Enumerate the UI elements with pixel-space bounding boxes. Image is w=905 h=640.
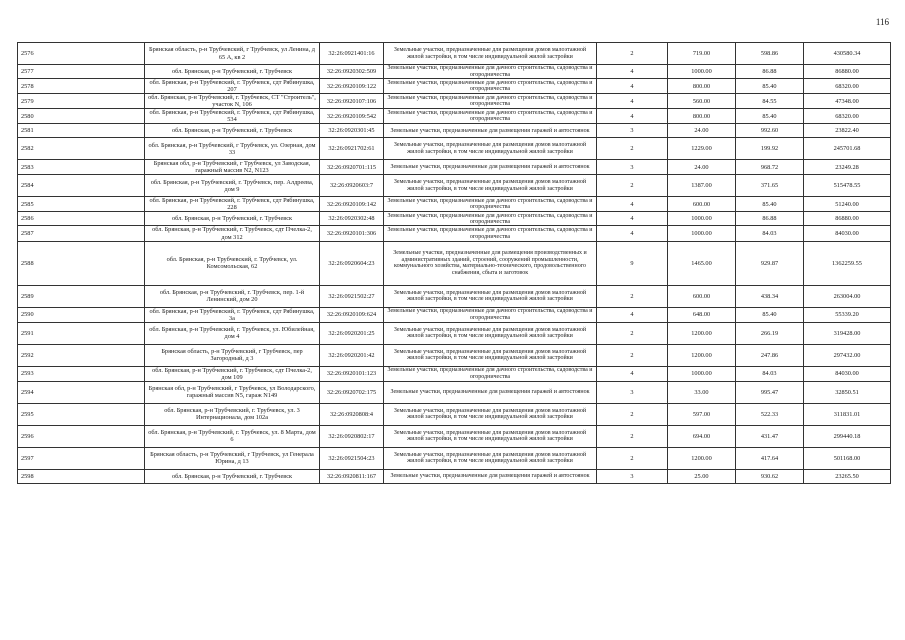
group-cell: 2 bbox=[597, 43, 668, 65]
land-use-cell: Земельные участки, предназначенные для дачного строительства, садоводства и огородничества bbox=[384, 109, 597, 124]
table-row bbox=[18, 469, 891, 483]
table-row bbox=[18, 403, 891, 425]
row-number-cell: 2592 bbox=[18, 344, 145, 366]
cadastral-value-cell: 55339.20 bbox=[804, 307, 891, 322]
table-row bbox=[18, 109, 891, 124]
unit-value-cell: 992.60 bbox=[736, 124, 804, 138]
cadastral-value-cell: 68320.00 bbox=[804, 109, 891, 124]
unit-value-cell: 930.62 bbox=[736, 469, 804, 483]
land-use-cell: Земельные участки, предназначенные для размещения гаражей и автостоянок bbox=[384, 160, 597, 175]
address-cell: обл. Брянская, р-н Трубчевский, г. Трубчевск bbox=[145, 212, 320, 226]
address-cell: обл. Брянская, р-н Трубчевский, г. Трубчевск bbox=[145, 469, 320, 483]
cadastral-value-cell: 47348.00 bbox=[804, 94, 891, 109]
address-cell: обл. Брянская, р-н Трубчевский, г. Трубчевск, ул. 8 Марта, дом 6 bbox=[145, 425, 320, 447]
unit-value-cell: 86.88 bbox=[736, 212, 804, 226]
table-row bbox=[18, 138, 891, 160]
area-cell: 800.00 bbox=[668, 109, 736, 124]
group-cell: 2 bbox=[597, 285, 668, 307]
table-row bbox=[18, 241, 891, 285]
area-cell: 1000.00 bbox=[668, 212, 736, 226]
unit-value-cell: 929.87 bbox=[736, 241, 804, 285]
row-number-cell: 2584 bbox=[18, 175, 145, 197]
land-use-cell: Земельные участки, предназначенные для дачного строительства, садоводства и огородничества bbox=[384, 94, 597, 109]
unit-value-cell: 371.65 bbox=[736, 175, 804, 197]
area-cell: 1229.00 bbox=[668, 138, 736, 160]
land-use-cell: Земельные участки, предназначенные для размещения гаражей и автостоянок bbox=[384, 381, 597, 403]
address-cell: обл. Брянская, р-н Трубчевский, г. Трубчевск, пер. Алдреева, дом 9 bbox=[145, 175, 320, 197]
group-cell: 3 bbox=[597, 381, 668, 403]
address-cell: обл. Брянская, р-н Трубчевский, г. Трубчевск, сдт Пчелка-2, дом 109 bbox=[145, 366, 320, 381]
group-cell: 2 bbox=[597, 138, 668, 160]
cadastral-number-cell: 32:26:0920101:306 bbox=[320, 226, 384, 241]
cadastral-number-cell: 32:26:0920201:42 bbox=[320, 344, 384, 366]
area-cell: 719.00 bbox=[668, 43, 736, 65]
cadastral-value-cell: 23249.28 bbox=[804, 160, 891, 175]
group-cell: 2 bbox=[597, 322, 668, 344]
table-row bbox=[18, 307, 891, 322]
unit-value-cell: 85.40 bbox=[736, 307, 804, 322]
cadastral-value-cell: 311831.01 bbox=[804, 403, 891, 425]
cadastral-value-cell: 515478.55 bbox=[804, 175, 891, 197]
land-use-cell: Земельные участки, предназначенные для размещения домов малоэтажной жилой застройки, в том числе индивидуальной жилой застройки bbox=[384, 425, 597, 447]
page-number: 116 bbox=[875, 17, 889, 27]
group-cell: 2 bbox=[597, 447, 668, 469]
row-number-cell: 2579 bbox=[18, 94, 145, 109]
land-use-cell: Земельные участки, предназначенные для размещения домов малоэтажной жилой застройки, в том числе индивидуальной жилой застройки bbox=[384, 43, 597, 65]
address-cell: Брянская обл, р-н Трубчевский, г Трубчевск, ул Заводская, гаражный массив N2, N123 bbox=[145, 160, 320, 175]
cadastral-number-cell: 32:26:0920302:509 bbox=[320, 65, 384, 79]
row-number-cell: 2583 bbox=[18, 160, 145, 175]
land-use-cell: Земельные участки, предназначенные для дачного строительства, садоводства и огородничества bbox=[384, 65, 597, 79]
address-cell: Брянская область, р-н Трубчевский, г Трубчевск, ул Ленина, д 65 А, кв 2 bbox=[145, 43, 320, 65]
row-number-cell: 2595 bbox=[18, 403, 145, 425]
group-cell: 4 bbox=[597, 307, 668, 322]
area-cell: 1387.00 bbox=[668, 175, 736, 197]
cadastral-number-cell: 32:26:0920702:175 bbox=[320, 381, 384, 403]
cadastral-number-cell: 32:26:0920811:167 bbox=[320, 469, 384, 483]
unit-value-cell: 266.19 bbox=[736, 322, 804, 344]
address-cell: обл. Брянская, р-н Трубчевский, г. Трубчевск, сдт Рябинушка, 207 bbox=[145, 79, 320, 94]
address-cell: обл. Брянская, р-н Трубчевский, г. Трубчевск, сдт Рябинушка, 534 bbox=[145, 109, 320, 124]
cadastral-number-cell: 32:26:0920109:624 bbox=[320, 307, 384, 322]
cadastral-value-cell: 68320.00 bbox=[804, 79, 891, 94]
cadastral-value-cell: 245701.68 bbox=[804, 138, 891, 160]
row-number-cell: 2597 bbox=[18, 447, 145, 469]
cadastral-value-cell: 51240.00 bbox=[804, 197, 891, 212]
land-use-cell: Земельные участки, предназначенные для размещения домов малоэтажной жилой застройки, в том числе индивидуальной жилой застройки bbox=[384, 447, 597, 469]
cadastral-value-cell: 86880.00 bbox=[804, 212, 891, 226]
cadastral-number-cell: 32:26:0921502:27 bbox=[320, 285, 384, 307]
cadastral-value-cell: 501168.00 bbox=[804, 447, 891, 469]
cadastral-value-cell: 23822.40 bbox=[804, 124, 891, 138]
group-cell: 4 bbox=[597, 212, 668, 226]
cadastral-value-cell: 263004.00 bbox=[804, 285, 891, 307]
cadastral-number-cell: 32:26:0920701:115 bbox=[320, 160, 384, 175]
cadastral-number-cell: 32:26:0921702:61 bbox=[320, 138, 384, 160]
land-use-cell: Земельные участки, предназначенные для размещения домов малоэтажной жилой застройки, в том числе индивидуальной жилой застройки bbox=[384, 322, 597, 344]
land-use-cell: Земельные участки, предназначенные для дачного строительства, садоводства и огородничества bbox=[384, 79, 597, 94]
table-row bbox=[18, 65, 891, 79]
group-cell: 2 bbox=[597, 175, 668, 197]
row-number-cell: 2596 bbox=[18, 425, 145, 447]
group-cell: 4 bbox=[597, 79, 668, 94]
cadastral-number-cell: 32:26:0920302:48 bbox=[320, 212, 384, 226]
row-number-cell: 2587 bbox=[18, 226, 145, 241]
unit-value-cell: 199.92 bbox=[736, 138, 804, 160]
row-number-cell: 2581 bbox=[18, 124, 145, 138]
address-cell: обл. Брянская, р-н Трубчевский, г. Трубчевск, сдт Рябинушка, 228 bbox=[145, 197, 320, 212]
land-use-cell: Земельные участки, предназначенные для размещения производственных и административных зданий, строений, сооружений промышленности, коммунального хозяйства, материально-технического, продовольственного снабжения, сбыта и заготовок bbox=[384, 241, 597, 285]
table-row bbox=[18, 124, 891, 138]
address-cell: обл. Брянская, р-н Трубчевский, г. Трубчевск, ул. 3 Интернационала, дом 102а bbox=[145, 403, 320, 425]
unit-value-cell: 522.33 bbox=[736, 403, 804, 425]
land-cadastral-table bbox=[17, 42, 891, 484]
land-use-cell: Земельные участки, предназначенные для размещения домов малоэтажной жилой застройки, в том числе индивидуальной жилой застройки bbox=[384, 175, 597, 197]
unit-value-cell: 247.86 bbox=[736, 344, 804, 366]
land-use-cell: Земельные участки, предназначенные для размещения домов малоэтажной жилой застройки, в том числе индивидуальной жилой застройки bbox=[384, 403, 597, 425]
cadastral-value-cell: 84030.00 bbox=[804, 226, 891, 241]
unit-value-cell: 85.40 bbox=[736, 79, 804, 94]
group-cell: 4 bbox=[597, 109, 668, 124]
row-number-cell: 2590 bbox=[18, 307, 145, 322]
unit-value-cell: 84.55 bbox=[736, 94, 804, 109]
table-row bbox=[18, 447, 891, 469]
row-number-cell: 2582 bbox=[18, 138, 145, 160]
cadastral-number-cell: 32:26:0920802:17 bbox=[320, 425, 384, 447]
row-number-cell: 2588 bbox=[18, 241, 145, 285]
area-cell: 33.00 bbox=[668, 381, 736, 403]
table-row bbox=[18, 197, 891, 212]
group-cell: 2 bbox=[597, 403, 668, 425]
area-cell: 1200.00 bbox=[668, 344, 736, 366]
area-cell: 648.00 bbox=[668, 307, 736, 322]
unit-value-cell: 84.03 bbox=[736, 366, 804, 381]
row-number-cell: 2580 bbox=[18, 109, 145, 124]
cadastral-value-cell: 319428.00 bbox=[804, 322, 891, 344]
address-cell: обл. Брянская, р-н Трубчевский, г. Трубчевск, сдт Пчелка-2, дом 312 bbox=[145, 226, 320, 241]
row-number-cell: 2576 bbox=[18, 43, 145, 65]
cadastral-number-cell: 32:26:0920109:542 bbox=[320, 109, 384, 124]
land-use-cell: Земельные участки, предназначенные для размещения гаражей и автостоянок bbox=[384, 469, 597, 483]
unit-value-cell: 431.47 bbox=[736, 425, 804, 447]
table-row bbox=[18, 322, 891, 344]
area-cell: 600.00 bbox=[668, 197, 736, 212]
unit-value-cell: 84.03 bbox=[736, 226, 804, 241]
address-cell: обл. Брянская, р-н Трубчевский, г. Трубчевск, СТ "Строитель", участок N, 106 bbox=[145, 94, 320, 109]
group-cell: 4 bbox=[597, 197, 668, 212]
area-cell: 694.00 bbox=[668, 425, 736, 447]
cadastral-value-cell: 84030.00 bbox=[804, 366, 891, 381]
land-use-cell: Земельные участки, предназначенные для размещения домов малоэтажной жилой застройки, в том числе индивидуальной жилой застройки bbox=[384, 285, 597, 307]
land-use-cell: Земельные участки, предназначенные для дачного строительства, садоводства и огородничества bbox=[384, 366, 597, 381]
area-cell: 1200.00 bbox=[668, 322, 736, 344]
group-cell: 4 bbox=[597, 94, 668, 109]
area-cell: 600.00 bbox=[668, 285, 736, 307]
table-row bbox=[18, 366, 891, 381]
cadastral-value-cell: 430580.34 bbox=[804, 43, 891, 65]
area-cell: 24.00 bbox=[668, 124, 736, 138]
unit-value-cell: 85.40 bbox=[736, 109, 804, 124]
group-cell: 9 bbox=[597, 241, 668, 285]
unit-value-cell: 85.40 bbox=[736, 197, 804, 212]
land-use-cell: Земельные участки, предназначенные для дачного строительства, садоводства и огородничества bbox=[384, 197, 597, 212]
table-row bbox=[18, 212, 891, 226]
group-cell: 3 bbox=[597, 469, 668, 483]
group-cell: 2 bbox=[597, 344, 668, 366]
row-number-cell: 2598 bbox=[18, 469, 145, 483]
area-cell: 560.00 bbox=[668, 94, 736, 109]
row-number-cell: 2578 bbox=[18, 79, 145, 94]
table-row bbox=[18, 94, 891, 109]
land-use-cell: Земельные участки, предназначенные для дачного строительства, садоводства и огородничества bbox=[384, 307, 597, 322]
unit-value-cell: 417.64 bbox=[736, 447, 804, 469]
table-row bbox=[18, 43, 891, 65]
cadastral-number-cell: 32:26:0921504:23 bbox=[320, 447, 384, 469]
address-cell: Брянская обл, р-н Трубчевский, г Трубчевск, ул Володарского, гаражный массив N5, гараж N149 bbox=[145, 381, 320, 403]
cadastral-value-cell: 297432.00 bbox=[804, 344, 891, 366]
unit-value-cell: 86.88 bbox=[736, 65, 804, 79]
land-use-cell: Земельные участки, предназначенные для размещения домов малоэтажной жилой застройки, в том числе индивидуальной жилой застройки bbox=[384, 344, 597, 366]
address-cell: Брянская область, р-н Трубчевский, г Трубчевск, пер Загородный, д 3 bbox=[145, 344, 320, 366]
table-row bbox=[18, 425, 891, 447]
cadastral-value-cell: 1362259.55 bbox=[804, 241, 891, 285]
cadastral-value-cell: 32850.51 bbox=[804, 381, 891, 403]
group-cell: 4 bbox=[597, 366, 668, 381]
row-number-cell: 2577 bbox=[18, 65, 145, 79]
cadastral-number-cell: 32:26:0920101:123 bbox=[320, 366, 384, 381]
table-row bbox=[18, 381, 891, 403]
area-cell: 1465.00 bbox=[668, 241, 736, 285]
area-cell: 800.00 bbox=[668, 79, 736, 94]
cadastral-value-cell: 299440.18 bbox=[804, 425, 891, 447]
area-cell: 1200.00 bbox=[668, 447, 736, 469]
cadastral-number-cell: 32:26:0920109:142 bbox=[320, 197, 384, 212]
land-use-cell: Земельные участки, предназначенные для дачного строительства, садоводства и огородничества bbox=[384, 212, 597, 226]
unit-value-cell: 438.34 bbox=[736, 285, 804, 307]
table-row bbox=[18, 175, 891, 197]
table-row bbox=[18, 226, 891, 241]
cadastral-number-cell: 32:26:0920603:7 bbox=[320, 175, 384, 197]
unit-value-cell: 995.47 bbox=[736, 381, 804, 403]
address-cell: обл. Брянская, р-н Трубчевский, г. Трубчевск, ул. Комсомольская, 62 bbox=[145, 241, 320, 285]
cadastral-number-cell: 32:26:0920201:25 bbox=[320, 322, 384, 344]
group-cell: 3 bbox=[597, 160, 668, 175]
cadastral-value-cell: 23265.50 bbox=[804, 469, 891, 483]
unit-value-cell: 598.86 bbox=[736, 43, 804, 65]
group-cell: 4 bbox=[597, 226, 668, 241]
address-cell: обл. Брянская, р-н Трубчевский, г. Трубчевск bbox=[145, 124, 320, 138]
address-cell: обл. Брянская, р-н Трубчевский, г. Трубчевск, сдт Рябинушка, 3а bbox=[145, 307, 320, 322]
area-cell: 1000.00 bbox=[668, 226, 736, 241]
cadastral-number-cell: 32:26:0921401:16 bbox=[320, 43, 384, 65]
address-cell: обл. Брянская, р-н Трубчевский, г. Трубчевск bbox=[145, 65, 320, 79]
cadastral-number-cell: 32:26:0920808:4 bbox=[320, 403, 384, 425]
address-cell: обл. Брянская, р-н Трубчевский, г. Трубчевск, ул. Юбилейная, дом 4 bbox=[145, 322, 320, 344]
area-cell: 1000.00 bbox=[668, 65, 736, 79]
land-use-cell: Земельные участки, предназначенные для дачного строительства, садоводства и огородничества bbox=[384, 226, 597, 241]
row-number-cell: 2585 bbox=[18, 197, 145, 212]
row-number-cell: 2593 bbox=[18, 366, 145, 381]
cadastral-number-cell: 32:26:0920109:122 bbox=[320, 79, 384, 94]
area-cell: 1000.00 bbox=[668, 366, 736, 381]
table-row bbox=[18, 285, 891, 307]
row-number-cell: 2586 bbox=[18, 212, 145, 226]
area-cell: 24.00 bbox=[668, 160, 736, 175]
cadastral-number-cell: 32:26:0920107:106 bbox=[320, 94, 384, 109]
group-cell: 4 bbox=[597, 65, 668, 79]
land-use-cell: Земельные участки, предназначенные для размещения гаражей и автостоянок bbox=[384, 124, 597, 138]
address-cell: обл. Брянская, р-н Трубчевский, г Трубчевск, ул. Озерная, дом 33 bbox=[145, 138, 320, 160]
row-number-cell: 2589 bbox=[18, 285, 145, 307]
group-cell: 2 bbox=[597, 425, 668, 447]
address-cell: Брянская область, р-н Трубчевский, г Трубчевск, ул Генерала Юрина, д 13 bbox=[145, 447, 320, 469]
area-cell: 597.00 bbox=[668, 403, 736, 425]
group-cell: 3 bbox=[597, 124, 668, 138]
table-row bbox=[18, 160, 891, 175]
area-cell: 25.00 bbox=[668, 469, 736, 483]
land-use-cell: Земельные участки, предназначенные для размещения домов малоэтажной жилой застройки, в том числе индивидуальной жилой застройки bbox=[384, 138, 597, 160]
address-cell: обл. Брянская, р-н Трубчевский, г. Трубчевск, пер. 1-й Ленинский, дом 20 bbox=[145, 285, 320, 307]
cadastral-value-cell: 86880.00 bbox=[804, 65, 891, 79]
row-number-cell: 2591 bbox=[18, 322, 145, 344]
cadastral-number-cell: 32:26:0920604:23 bbox=[320, 241, 384, 285]
unit-value-cell: 968.72 bbox=[736, 160, 804, 175]
cadastral-number-cell: 32:26:0920301:45 bbox=[320, 124, 384, 138]
table-row bbox=[18, 79, 891, 94]
row-number-cell: 2594 bbox=[18, 381, 145, 403]
table-row bbox=[18, 344, 891, 366]
